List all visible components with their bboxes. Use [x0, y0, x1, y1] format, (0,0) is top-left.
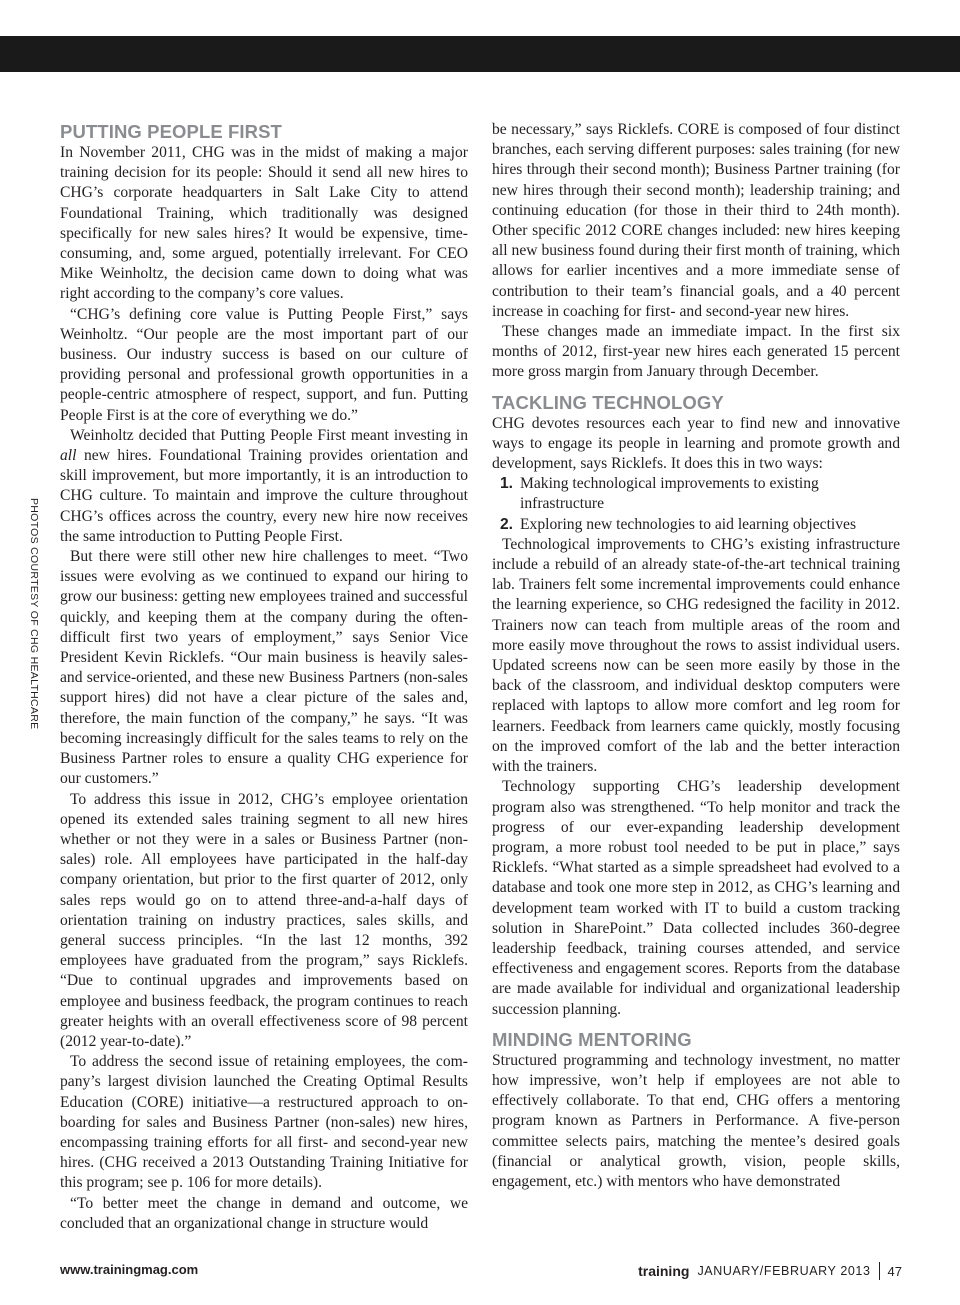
paragraph: be necessary,” says Ricklefs. CORE is composed of four distinct branches, each serving different purposes: sales training (for new hires through their second month); Business Partner training (for new hires through their second month); leadership training; and continuing education (for those in their third to 24th month). Other specific 2012 CORE changes included: new hires keeping all new business found during their first month of training, which allows for earlier incentives and a more immediate sense of contribution to their team’s financial goals, and a 40 percent increase in coaching for first- and second-year new hires.	[492, 121, 900, 320]
paragraph: “To better meet the change in demand and outcome, we concluded that an organizational change in structure would	[60, 1194, 468, 1232]
section-heading-minding-mentoring: MINDING MENTORING	[492, 1028, 692, 1050]
footer-url[interactable]: www.trainingmag.com	[60, 1262, 199, 1277]
paragraph-text: new hires. Foundational Training provides orientation and skill improvement, but more importantly, it is an introduction to CHG culture. To maintain and improve the culture throughout CHG’s offices across the country, every new hire now receives the same introduction to Putting People First.	[60, 447, 468, 545]
paragraph: To address this issue in 2012, CHG’s employee orientation opened its extended sales training segment to all new hires whether or not they were in a sales or Business Partner (non-sales) role. All employees have participated in the half-day company orientation, but prior to the first quarter of 2012, only sales reps would go on to attend three-and-a-half days of orientation training on industry practices, sales skills, and general success principles. “In the last 12 months, 392 employees have graduated from the program,” says Ricklefs. “Due to continual upgrades and improvements based on employee and business feedback, the program continues to reach greater heights with an overall effectiveness score of 98 percent (2012 year-to-date).”	[60, 790, 468, 1050]
header-bar	[0, 36, 960, 72]
paragraph: To address the second issue of retaining employees, the company’s largest division launched the Creating Optimal Results Education (CORE) initiative—a restructured approach to onboarding for sales and Business Partner (non-sales) new hires, encompassing training efforts for all first- and second-year new hires. (CHG received a 2013 Outstanding Training Initiative for this program; see p. 106 for more details).	[60, 1053, 468, 1192]
paragraph: “CHG’s defining core value is Putting People First,” says Weinholtz. “Our people are the most important part of our business. Our industry success is based on our culture of providing personal and professional growth opportunities in a people-centric atmosphere of respect, support, and fun. Putting People First is at the core of everything we do.”	[60, 305, 468, 424]
list-number: 2.	[500, 515, 514, 533]
list-item	[492, 515, 900, 535]
left-column	[60, 120, 468, 1234]
list-text: Exploring new technologies to aid learning objectives	[520, 515, 857, 533]
list-number: 1.	[500, 475, 514, 493]
photo-credit	[28, 498, 40, 728]
paragraph: These changes made an immediate impact. In the first six months of 2012, first-year new hires each generated 15 percent more gross margin from January through December.	[492, 323, 900, 381]
page-number: 47	[887, 1263, 902, 1279]
issue-date: JANUARY/FEBRUARY 2013	[697, 1264, 871, 1278]
paragraph: But there were still other new hire challenges to meet. “Two issues were evolving as we continued to expand our hiring to grow our business: getting new employees trained and successful quickly, and keeping them at the company during the often-difficult first two years of employment,” says Senior Vice President Kevin Ricklefs. “Our main business is heavily sales- and service-oriented, and these new Business Partners (non-sales support hires) did not have a clear picture of the sales and, therefore, the main function of the company,” he says. “It was becoming increasingly difficult for the sales teams to rely on the Business Partner roles to ensure a quality CHG experience for our customers.”	[60, 548, 468, 788]
list-item	[492, 474, 900, 514]
right-column	[492, 120, 900, 1192]
list-text: Making technological improvements to existing infrastructure	[520, 475, 819, 513]
paragraph: Structured programming and technology investment, no matter how impressive, won’t help if employees are not able to effectively collaborate. To that end, CHG offers a mentoring program known as Partners in Performance. A five-person committee selects pairs, matching the mentee’s desired goals (financial or analytical growth, vision, people skills, engagement, etc.) with mentors who have demonstrated	[492, 1051, 900, 1190]
paragraph: Technology supporting CHG’s leadership development program also was strengthened. “To help monitor and track the progress of our ever-expanding leadership development program, a more robust tool needed to be put in place,” says Ricklefs. “What started as a simple spreadsheet had evolved to a database and took one more step in 2012, as CHG’s learning and development team worked with IT to build a custom tracking solution in SharePoint.” Data collected includes 360-degree leadership feedback, training courses attended, and service effectiveness and engagement scores. Reports from the database are made available for individual and organizational leadership succession planning.	[492, 778, 900, 1018]
paragraph-text: Weinholtz decided that Putting People First meant investing in	[70, 426, 468, 444]
emphasis-text: all	[60, 447, 77, 465]
footer-divider	[879, 1262, 880, 1280]
paragraph: CHG devotes resources each year to find new and innovative ways to engage its people in learning and promote growth and development, says Ricklefs. It does this in two ways:	[492, 414, 900, 473]
footer-info	[638, 1262, 902, 1280]
section-heading-putting-people-first: PUTTING PEOPLE FIRST	[60, 121, 282, 142]
photo-credit-text: PHOTOS COURTESY OF CHG HEALTHCARE	[28, 498, 40, 730]
magazine-name: training	[638, 1263, 690, 1279]
paragraph	[60, 426, 468, 547]
paragraph: Technological improvements to CHG’s existing infrastructure include a rebuild of an already state-of-the-art technical training lab. Trainers felt some incremental improvements could enhance the learning experience, so CHG redesigned the facility in 2012. Trainers now can teach from multiple areas of the room and more easily move throughout the rows to assist individual users. Updated screens now can be seen more easily by those in the back of the classroom, and individual desktop computers were replaced with laptops to allow more comfort and leg room for learners. Feedback from learners came quickly, mostly focusing on the improved comfort of the lab and the better interaction with the trainers.	[492, 535, 900, 776]
section-heading-tackling-technology: TACKLING TECHNOLOGY	[492, 391, 724, 413]
paragraph: In November 2011, CHG was in the midst of making a major training decision for its people: Should it send all new hires to CHG’s corporate headquarters in Salt Lake City to attend Foundational Training, which traditionally was designed specifically for new sales hires? It would be expensive, time-consuming, and, some argued, potentially irrelevant. For CEO Mike Weinholtz, the decision came down to doing what was right according to the company’s core values.	[60, 144, 468, 303]
